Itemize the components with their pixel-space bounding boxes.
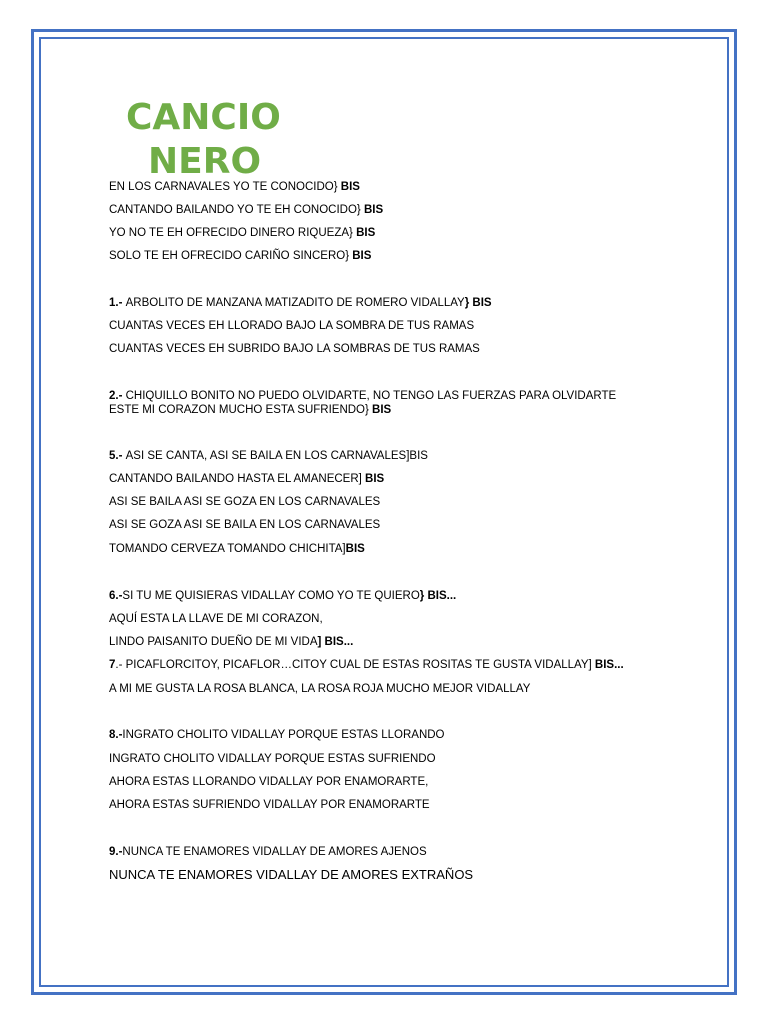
- verse-number: 1.-: [109, 297, 126, 309]
- lyric-line: [109, 589, 456, 603]
- lyric-line: [109, 612, 323, 626]
- lyric-line: [109, 403, 391, 417]
- page-title: [126, 96, 296, 181]
- lyric-text: AQUÍ ESTA LA LLAVE DE MI CORAZON,: [109, 613, 323, 625]
- lyric-line: [109, 658, 624, 672]
- refrain-marker: BIS: [352, 250, 372, 262]
- refrain-marker: BIS: [340, 181, 360, 193]
- lyric-text: CHIQUILLO BONITO NO PUEDO OLVIDARTE, NO TENGO LAS FUERZAS PARA OLVIDARTE: [125, 390, 617, 402]
- refrain-marker: BIS: [345, 543, 365, 555]
- lyric-line: [109, 226, 375, 240]
- title-line-2: NERO: [148, 141, 262, 181]
- verse-number: 8.-: [109, 729, 123, 741]
- refrain-marker: BIS: [365, 473, 385, 485]
- lyric-text: NUNCA TE ENAMORES VIDALLAY DE AMORES AJENOS: [122, 846, 427, 858]
- lyric-text: ASI SE CANTA, ASI SE BAILA EN LOS CARNAVALES]BIS: [125, 450, 428, 462]
- lyric-line: [109, 449, 428, 463]
- lyric-text: ARBOLITO DE MANZANA MATIZADITO DE ROMERO VIDALLAY: [125, 297, 465, 309]
- refrain-marker: BIS: [372, 404, 392, 416]
- lyric-text: CUANTAS VECES EH SUBRIDO BAJO LA SOMBRAS DE TUS RAMAS: [109, 343, 480, 355]
- verse-number: 9.-: [109, 846, 123, 858]
- title-block: [126, 96, 386, 181]
- lyric-line: [109, 495, 380, 509]
- lyric-text: ASI SE BAILA ASI SE GOZA EN LOS CARNAVALES: [109, 496, 381, 508]
- lyric-line: [109, 752, 436, 766]
- lyric-text: TOMANDO CERVEZA TOMANDO CHICHITA]: [109, 543, 346, 555]
- lyric-text: INGRATO CHOLITO VIDALLAY PORQUE ESTAS LLORANDO: [122, 729, 445, 741]
- lyric-text: CANTANDO BAILANDO HASTA EL AMANECER]: [109, 473, 366, 485]
- lyric-text: CANTANDO BAILANDO YO TE EH CONOCIDO}: [109, 204, 364, 216]
- lyric-text: A MI ME GUSTA LA ROSA BLANCA, LA ROSA ROJA MUCHO MEJOR VIDALLAY: [109, 683, 531, 695]
- lyric-line: [109, 728, 445, 742]
- lyric-line: [109, 296, 492, 310]
- verse-number: 7: [109, 659, 116, 671]
- lyric-line: [109, 542, 365, 556]
- lyric-line: [109, 472, 384, 486]
- lyric-text: ESTE MI CORAZON MUCHO ESTA SUFRIENDO}: [109, 404, 373, 416]
- refrain-marker: } BIS: [464, 297, 492, 309]
- lyric-text: SI TU ME QUISIERAS VIDALLAY COMO YO TE QUIERO: [122, 590, 420, 602]
- lyric-line: [109, 389, 616, 403]
- lyric-line: [109, 868, 473, 882]
- verse-number: 2.-: [109, 390, 126, 402]
- lyric-text: INGRATO CHOLITO VIDALLAY PORQUE ESTAS SUFRIENDO: [109, 753, 436, 765]
- lyric-text: SOLO TE EH OFRECIDO CARIÑO SINCERO}: [109, 250, 353, 262]
- refrain-marker: } BIS...: [419, 590, 457, 602]
- lyric-text: NUNCA TE ENAMORES VIDALLAY DE AMORES EXTRAÑOS: [109, 867, 474, 882]
- lyric-line: [109, 249, 371, 263]
- lyric-text: ASI SE GOZA ASI SE BAILA EN LOS CARNAVALES: [109, 519, 381, 531]
- refrain-marker: ] BIS...: [317, 636, 354, 648]
- lyric-text: .- PICAFLORCITOY, PICAFLOR…CITOY CUAL DE ESTAS ROSITAS TE GUSTA VIDALLAY]: [115, 659, 595, 671]
- lyric-line: [109, 845, 427, 859]
- lyric-line: [109, 518, 380, 532]
- lyric-text: YO NO TE EH OFRECIDO DINERO RIQUEZA}: [109, 227, 357, 239]
- lyric-line: [109, 203, 383, 217]
- refrain-marker: BIS: [363, 204, 384, 216]
- lyric-text: CUANTAS VECES EH LLORADO BAJO LA SOMBRA DE TUS RAMAS: [109, 320, 475, 332]
- lyric-text: LINDO PAISANITO DUEÑO DE MI VIDA: [109, 636, 318, 648]
- lyric-text: AHORA ESTAS LLORANDO VIDALLAY POR ENAMORARTE,: [109, 776, 429, 788]
- lyric-text: AHORA ESTAS SUFRIENDO VIDALLAY POR ENAMORARTE: [109, 799, 430, 811]
- lyric-line: [109, 319, 474, 333]
- refrain-marker: BIS: [356, 227, 376, 239]
- verse-number: 6.-: [109, 590, 123, 602]
- lyric-line: [109, 775, 428, 789]
- lyric-line: [109, 635, 353, 649]
- lyric-text: EN LOS CARNAVALES YO TE CONOCIDO}: [109, 181, 341, 193]
- lyric-line: [109, 682, 530, 696]
- lyric-line: [109, 798, 430, 812]
- title-line-1: CANCIO: [126, 97, 281, 138]
- lyric-line: [109, 342, 480, 356]
- verse-number: 5.-: [109, 450, 126, 462]
- refrain-marker: BIS...: [594, 659, 624, 671]
- lyric-line: [109, 180, 360, 194]
